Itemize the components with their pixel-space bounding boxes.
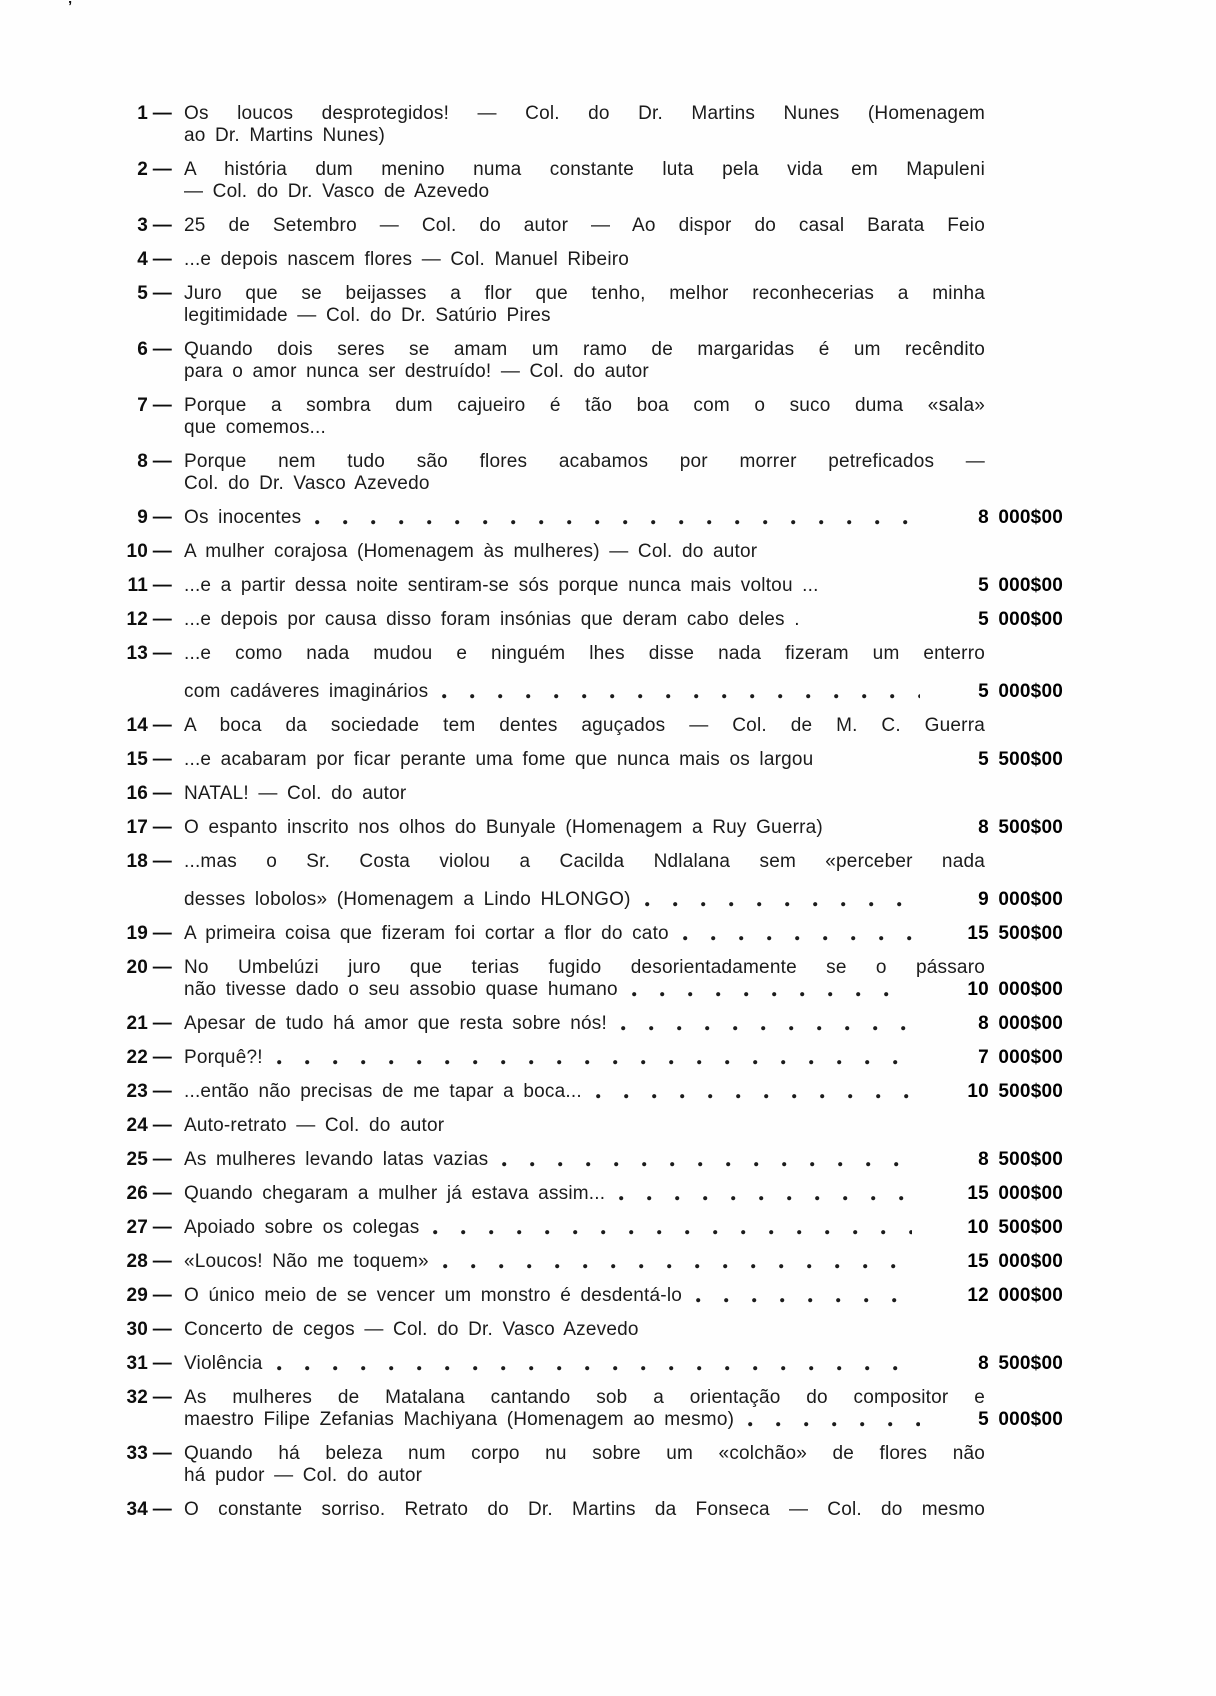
catalog-item	[0, 1217, 1216, 1239]
item-title: não tivesse dado o seu assobio quase humano	[184, 979, 618, 1000]
item-title: ...e depois por causa disso foram insónias que deram cabo deles .	[184, 609, 800, 630]
item-price: 5 000$00	[978, 575, 1063, 596]
item-number-group	[0, 851, 172, 873]
item-lines	[184, 1047, 1063, 1069]
catalog-item	[0, 715, 1216, 737]
item-dash: —	[152, 609, 172, 630]
item-lines	[184, 817, 1063, 839]
item-dash: —	[152, 575, 172, 596]
item-lines	[184, 1217, 1063, 1239]
item-number-group	[0, 249, 172, 271]
item-title-line	[184, 923, 1063, 945]
item-title-line: Quando dois seres se amam um ramo de margaridas é um recêndito	[184, 339, 985, 360]
item-lines	[184, 249, 1063, 271]
item-number: 23	[126, 1081, 148, 1102]
item-number: 27	[126, 1217, 148, 1238]
item-number-group	[0, 783, 172, 805]
item-title-line: A história dum menino numa constante luta pela vida em Mapuleni	[184, 159, 985, 180]
item-number-group	[0, 1443, 172, 1465]
item-dash: —	[152, 1319, 172, 1340]
item-lines	[184, 957, 1063, 1001]
item-number: 30	[126, 1319, 148, 1340]
item-number-group	[0, 541, 172, 563]
item-title: desses lobolos» (Homenagem a Lindo HLONGO)	[184, 889, 631, 910]
item-price: 5 000$00	[978, 609, 1063, 630]
item-lines	[184, 1499, 1063, 1521]
item-number: 24	[126, 1115, 148, 1136]
catalog-item	[0, 817, 1216, 839]
item-number-group	[0, 395, 172, 417]
item-dash: —	[152, 1353, 172, 1374]
item-price: 8 000$00	[978, 1013, 1063, 1034]
item-title-line	[184, 681, 1063, 703]
catalog-item	[0, 1047, 1216, 1069]
item-price: 15 000$00	[967, 1251, 1063, 1272]
item-number: 8	[137, 451, 148, 472]
catalog-item	[0, 103, 1216, 147]
item-number-group	[0, 159, 172, 181]
item-title-line	[184, 1047, 1063, 1069]
item-number-group	[0, 1047, 172, 1069]
item-dash: —	[152, 1013, 172, 1034]
item-lines	[184, 1251, 1063, 1273]
item-title-line	[184, 609, 1063, 631]
item-title-line	[184, 1217, 1063, 1239]
catalog-item	[0, 609, 1216, 631]
item-dash: —	[152, 1081, 172, 1102]
item-number-group	[0, 1353, 172, 1375]
item-title-line	[184, 817, 1063, 839]
item-number: 16	[126, 783, 148, 804]
item-lines	[184, 507, 1063, 529]
item-number: 34	[126, 1499, 148, 1520]
item-price: 5 500$00	[978, 749, 1063, 770]
dot-leader	[645, 902, 920, 907]
item-dash: —	[152, 715, 172, 736]
dot-leader	[502, 1162, 920, 1167]
item-number-group	[0, 1081, 172, 1103]
item-number-group	[0, 923, 172, 945]
item-title-line: Col. do Dr. Vasco Azevedo	[184, 473, 430, 494]
item-number-group	[0, 1319, 172, 1341]
item-number-group	[0, 817, 172, 839]
item-number: 26	[126, 1183, 148, 1204]
item-title-line	[184, 575, 1063, 597]
item-dash: —	[152, 1149, 172, 1170]
catalog-item	[0, 957, 1216, 1001]
item-title-line: Concerto de cegos — Col. do Dr. Vasco Azevedo	[184, 1319, 639, 1340]
item-number: 20	[126, 957, 148, 978]
item-dash: —	[152, 395, 172, 416]
item-dash: —	[152, 541, 172, 562]
item-number: 2	[137, 159, 148, 180]
item-number: 31	[126, 1353, 148, 1374]
item-lines	[184, 1285, 1063, 1307]
item-dash: —	[152, 1047, 172, 1068]
item-lines	[184, 1081, 1063, 1103]
item-title-line: há pudor — Col. do autor	[184, 1465, 423, 1486]
item-dash: —	[152, 215, 172, 236]
item-lines	[184, 749, 1063, 771]
catalog-item	[0, 395, 1216, 439]
catalog-item	[0, 1353, 1216, 1375]
catalog-item	[0, 339, 1216, 383]
item-dash: —	[152, 1115, 172, 1136]
catalog-item	[0, 1013, 1216, 1035]
item-price: 8 500$00	[978, 1353, 1063, 1374]
item-title-line: 25 de Setembro — Col. do autor — Ao dispor do casal Barata Feio	[184, 215, 985, 236]
item-lines	[184, 339, 1063, 383]
item-title-line	[184, 1353, 1063, 1375]
item-title-line	[184, 507, 1063, 529]
item-number: 7	[137, 395, 148, 416]
catalog-item	[0, 1499, 1216, 1521]
dot-leader	[443, 1264, 913, 1269]
item-price: 12 000$00	[967, 1285, 1063, 1306]
item-title-line: — Col. do Dr. Vasco de Azevedo	[184, 181, 490, 202]
item-lines	[184, 103, 1063, 147]
dot-leader	[621, 1026, 920, 1031]
item-number: 1	[137, 103, 148, 124]
item-price: 10 500$00	[967, 1217, 1063, 1238]
item-title-line: ao Dr. Martins Nunes)	[184, 125, 385, 146]
dot-leader	[277, 1060, 920, 1065]
item-number-group	[0, 283, 172, 305]
catalog-item	[0, 541, 1216, 563]
item-price: 10 000$00	[967, 979, 1063, 1000]
item-lines	[184, 541, 1063, 563]
dot-leader	[696, 1298, 912, 1303]
item-title-line: Auto-retrato — Col. do autor	[184, 1115, 445, 1136]
item-dash: —	[152, 1387, 172, 1408]
dot-leader	[683, 936, 913, 941]
item-number: 6	[137, 339, 148, 360]
item-title-line: No Umbelúzi juro que terias fugido desorientadamente se o pássaro	[184, 957, 985, 978]
dot-leader	[632, 992, 913, 997]
item-title-line	[184, 1081, 1063, 1103]
item-lines	[184, 1319, 1063, 1341]
dot-leader	[814, 622, 920, 627]
item-dash: —	[152, 159, 172, 180]
dot-leader	[833, 588, 920, 593]
item-lines	[184, 1115, 1063, 1137]
catalog-item	[0, 451, 1216, 495]
item-lines	[184, 851, 1063, 911]
dot-leader	[315, 520, 920, 525]
item-lines	[184, 395, 1063, 439]
item-number-group	[0, 643, 172, 665]
catalog-item	[0, 283, 1216, 327]
item-price: 5 000$00	[978, 1409, 1063, 1430]
item-title: com cadáveres imaginários	[184, 681, 429, 702]
catalog-item	[0, 1149, 1216, 1171]
item-lines	[184, 215, 1063, 237]
item-number-group	[0, 103, 172, 125]
item-dash: —	[152, 851, 172, 872]
item-lines	[184, 1353, 1063, 1375]
catalog-item	[0, 575, 1216, 597]
item-number: 33	[126, 1443, 148, 1464]
item-number-group	[0, 715, 172, 737]
item-number-group	[0, 1499, 172, 1521]
dot-leader	[619, 1196, 912, 1201]
item-title-line: ...e depois nascem flores — Col. Manuel Ribeiro	[184, 249, 630, 270]
dot-leader	[442, 694, 920, 699]
catalog-item	[0, 1285, 1216, 1307]
item-title: Apesar de tudo há amor que resta sobre nós!	[184, 1013, 607, 1034]
item-title-line	[184, 1285, 1063, 1307]
item-number: 21	[126, 1013, 148, 1034]
item-lines	[184, 643, 1063, 703]
dot-leader	[277, 1366, 920, 1371]
item-number: 18	[126, 851, 148, 872]
item-title: O único meio de se vencer um monstro é desdentá-lo	[184, 1285, 683, 1306]
item-title: maestro Filipe Zefanias Machiyana (Homenagem ao mesmo)	[184, 1409, 735, 1430]
item-title-line: A boca da sociedade tem dentes aguçados — Col. de M. C. Guerra	[184, 715, 985, 736]
item-lines	[184, 1013, 1063, 1035]
item-title-line: Porque a sombra dum cajueiro é tão boa com o suco duma «sala»	[184, 395, 985, 416]
item-number-group	[0, 957, 172, 979]
item-number: 19	[126, 923, 148, 944]
dot-leader	[827, 762, 920, 767]
item-title-line: Os loucos desprotegidos! — Col. do Dr. Martins Nunes (Homenagem	[184, 103, 985, 124]
catalog-item	[0, 507, 1216, 529]
item-price: 10 500$00	[967, 1081, 1063, 1102]
item-title: Quando chegaram a mulher já estava assim...	[184, 1183, 606, 1204]
item-number: 32	[126, 1387, 148, 1408]
item-lines	[184, 783, 1063, 805]
item-number-group	[0, 1387, 172, 1409]
item-title: ...então não precisas de me tapar a boca...	[184, 1081, 582, 1102]
item-title: Porquê?!	[184, 1047, 263, 1068]
item-dash: —	[152, 783, 172, 804]
item-number-group	[0, 609, 172, 631]
item-number: 25	[126, 1149, 148, 1170]
item-price: 9 000$00	[978, 889, 1063, 910]
item-number: 12	[126, 609, 148, 630]
item-title: Os inocentes	[184, 507, 302, 528]
item-title-line: Quando há beleza num corpo nu sobre um «colchão» de flores não	[184, 1443, 985, 1464]
item-price: 8 000$00	[978, 507, 1063, 528]
item-title: «Loucos! Não me toquem»	[184, 1251, 429, 1272]
item-dash: —	[152, 1251, 172, 1272]
item-title-line	[184, 1183, 1063, 1205]
item-lines	[184, 1443, 1063, 1487]
item-number: 14	[126, 715, 148, 736]
item-dash: —	[152, 957, 172, 978]
item-title-line: NATAL! — Col. do autor	[184, 783, 407, 804]
item-number: 10	[126, 541, 148, 562]
catalog-list	[0, 103, 1216, 1533]
item-number-group	[0, 575, 172, 597]
item-title: ...e acabaram por ficar perante uma fome que nunca mais os largou	[184, 749, 814, 770]
item-title-line: O constante sorriso. Retrato do Dr. Martins da Fonseca — Col. do mesmo	[184, 1499, 985, 1520]
item-dash: —	[152, 817, 172, 838]
item-dash: —	[152, 249, 172, 270]
catalog-item	[0, 851, 1216, 911]
item-lines	[184, 609, 1063, 631]
item-title-line	[184, 1251, 1063, 1273]
item-price: 8 500$00	[978, 817, 1063, 838]
item-number: 17	[126, 817, 148, 838]
item-lines	[184, 715, 1063, 737]
item-title-line	[184, 1149, 1063, 1171]
item-lines	[184, 159, 1063, 203]
item-number-group	[0, 749, 172, 771]
item-number-group	[0, 1115, 172, 1137]
item-lines	[184, 1387, 1063, 1431]
item-number: 4	[137, 249, 148, 270]
item-dash: —	[152, 923, 172, 944]
item-dash: —	[152, 451, 172, 472]
dot-leader	[433, 1230, 912, 1235]
item-title-line: Porque nem tudo são flores acabamos por morrer petreficados —	[184, 451, 985, 472]
item-number: 29	[126, 1285, 148, 1306]
item-dash: —	[152, 749, 172, 770]
item-lines	[184, 1183, 1063, 1205]
item-number: 3	[137, 215, 148, 236]
item-number: 5	[137, 283, 148, 304]
item-lines	[184, 923, 1063, 945]
item-title-line	[184, 1013, 1063, 1035]
item-number: 13	[126, 643, 148, 664]
item-title-line	[184, 749, 1063, 771]
catalog-item	[0, 643, 1216, 703]
dot-leader	[837, 830, 920, 835]
item-dash: —	[152, 1443, 172, 1464]
item-number-group	[0, 1013, 172, 1035]
item-dash: —	[152, 1499, 172, 1520]
item-price: 15 000$00	[967, 1183, 1063, 1204]
item-number-group	[0, 1217, 172, 1239]
item-title: Violência	[184, 1353, 263, 1374]
item-dash: —	[152, 1285, 172, 1306]
item-price: 5 000$00	[978, 681, 1063, 702]
item-title-line	[184, 979, 1063, 1001]
item-title-line: que comemos...	[184, 417, 326, 438]
catalog-item	[0, 1081, 1216, 1103]
item-title: As mulheres levando latas vazias	[184, 1149, 489, 1170]
item-title-line: ...mas o Sr. Costa violou a Cacilda Ndlalana sem «perceber nada	[184, 851, 985, 872]
item-title: O espanto inscrito nos olhos do Bunyale (Homenagem a Ruy Guerra)	[184, 817, 823, 838]
catalog-item	[0, 1251, 1216, 1273]
item-title-line: A mulher corajosa (Homenagem às mulheres) — Col. do autor	[184, 541, 758, 562]
item-dash: —	[152, 507, 172, 528]
catalog-item	[0, 249, 1216, 271]
item-title-line: Juro que se beijasses a flor que tenho, melhor reconhecerias a minha	[184, 283, 985, 304]
item-dash: —	[152, 1183, 172, 1204]
item-dash: —	[152, 339, 172, 360]
catalog-item	[0, 215, 1216, 237]
item-number-group	[0, 339, 172, 361]
item-number-group	[0, 507, 172, 529]
item-number-group	[0, 1149, 172, 1171]
item-price: 7 000$00	[978, 1047, 1063, 1068]
item-number: 9	[137, 507, 148, 528]
item-number: 11	[127, 575, 148, 596]
item-title-line	[184, 889, 1063, 911]
page-corner-mark: ’	[68, 0, 73, 15]
item-number-group	[0, 1285, 172, 1307]
item-lines	[184, 283, 1063, 327]
item-lines	[184, 575, 1063, 597]
item-price: 15 500$00	[967, 923, 1063, 944]
catalog-item	[0, 923, 1216, 945]
dot-leader	[748, 1422, 920, 1427]
item-number-group	[0, 1251, 172, 1273]
catalog-item	[0, 1387, 1216, 1431]
item-title-line: para o amor nunca ser destruído! — Col. do autor	[184, 361, 649, 382]
item-lines	[184, 451, 1063, 495]
item-dash: —	[152, 283, 172, 304]
item-number-group	[0, 215, 172, 237]
item-number: 28	[126, 1251, 148, 1272]
catalog-item	[0, 1319, 1216, 1341]
item-title-line	[184, 1409, 1063, 1431]
item-dash: —	[152, 1217, 172, 1238]
item-title-line: ...e como nada mudou e ninguém lhes disse nada fizeram um enterro	[184, 643, 985, 664]
item-dash: —	[152, 103, 172, 124]
item-number: 15	[126, 749, 148, 770]
item-number: 22	[126, 1047, 148, 1068]
catalog-item	[0, 749, 1216, 771]
catalog-item	[0, 1115, 1216, 1137]
item-title-line: legitimidade — Col. do Dr. Satúrio Pires	[184, 305, 551, 326]
item-title: ...e a partir dessa noite sentiram-se sós porque nunca mais voltou ...	[184, 575, 819, 596]
item-title: A primeira coisa que fizeram foi cortar a flor do cato	[184, 923, 669, 944]
item-dash: —	[152, 643, 172, 664]
item-number-group	[0, 1183, 172, 1205]
catalog-item	[0, 783, 1216, 805]
catalog-item	[0, 159, 1216, 203]
catalog-item	[0, 1183, 1216, 1205]
item-number-group	[0, 451, 172, 473]
item-title-line: As mulheres de Matalana cantando sob a orientação do compositor e	[184, 1387, 985, 1408]
item-price: 8 500$00	[978, 1149, 1063, 1170]
item-lines	[184, 1149, 1063, 1171]
dot-leader	[596, 1094, 913, 1099]
catalog-item	[0, 1443, 1216, 1487]
item-title: Apoiado sobre os colegas	[184, 1217, 420, 1238]
